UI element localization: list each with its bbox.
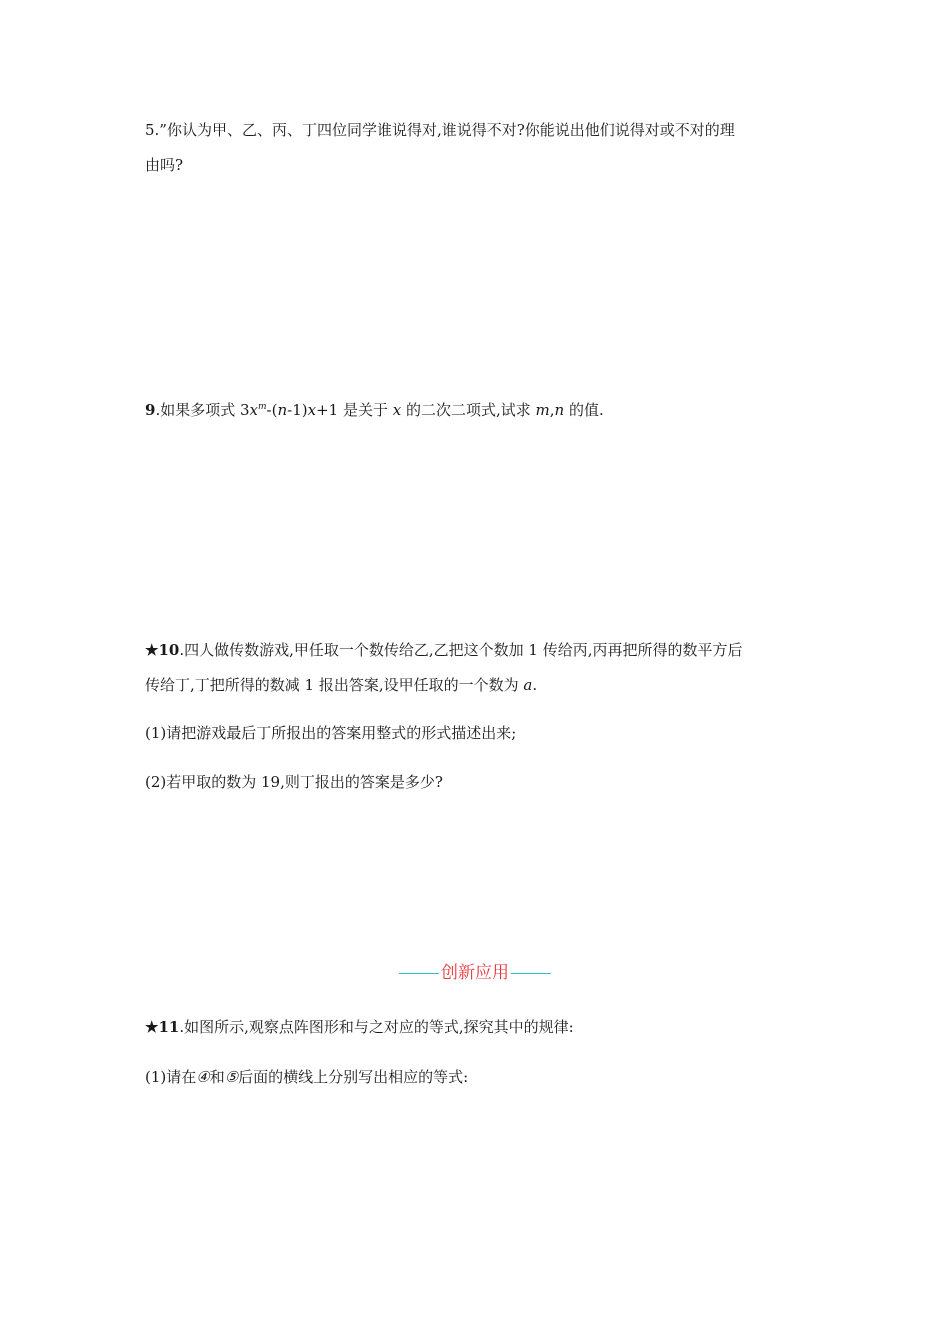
q9-part: -(: [266, 401, 278, 419]
q9-var: x: [307, 401, 317, 419]
q9-var: x: [392, 401, 402, 419]
section-title: [0, 962, 950, 984]
q10-text: .四人做传数游戏,甲任取一个数传给乙,乙把这个数加 1 传给丙,丙再把所得的数平方后: [179, 641, 743, 659]
q10-line2: [145, 675, 537, 695]
q11-line1: [145, 1017, 574, 1037]
q10-text: .: [532, 676, 538, 694]
q9-var: n: [277, 401, 288, 419]
q9-part: -1): [287, 401, 308, 419]
q9-var: m: [535, 401, 550, 419]
q10-number: ★10: [145, 641, 180, 659]
q11-text: 和: [209, 1068, 225, 1086]
q11-part1: [145, 1067, 468, 1087]
q9-part: 的二次二项式,试求: [401, 401, 536, 419]
q11-text: (1)请在: [145, 1068, 197, 1086]
q11-number: ★11: [145, 1018, 180, 1036]
q9-part: +1 是关于: [316, 401, 393, 419]
section-rule-right: [511, 973, 551, 974]
q9-var: n: [554, 401, 565, 419]
q9-text: [145, 400, 604, 420]
q10-var: a: [523, 676, 533, 694]
q5-line2: 由吗?: [145, 156, 184, 174]
q9-part: ,: [549, 401, 555, 419]
section-rule-left: [399, 973, 439, 974]
q10-part2: (2)若甲取的数为 19,则丁报出的答案是多少?: [145, 773, 443, 791]
q10-line1: [145, 640, 742, 660]
q9-number: 9: [145, 401, 156, 419]
q5-line1: 5.”你认为甲、乙、丙、丁四位同学谁说得对,谁说得不对?你能说出他们说得对或不对的理: [145, 121, 735, 139]
section-title-text: 创新应用: [441, 963, 509, 983]
q10-part1: (1)请把游戏最后丁所报出的答案用整式的形式描述出来;: [145, 724, 517, 742]
circled-5: ⑤: [224, 1068, 239, 1086]
circled-4: ④: [196, 1068, 210, 1086]
q9-var: x: [249, 401, 258, 419]
q11-text: 后面的横线上分别写出相应的等式:: [238, 1068, 469, 1086]
q9-exponent: m: [258, 402, 267, 412]
q9-part: 的值.: [564, 401, 604, 419]
q11-text: .如图所示,观察点阵图形和与之对应的等式,探究其中的规律:: [179, 1018, 574, 1036]
q10-text: 传给丁,丁把所得的数减 1 报出答案,设甲任取的一个数为: [145, 676, 524, 694]
q9-part: .如果多项式 3: [155, 401, 250, 419]
